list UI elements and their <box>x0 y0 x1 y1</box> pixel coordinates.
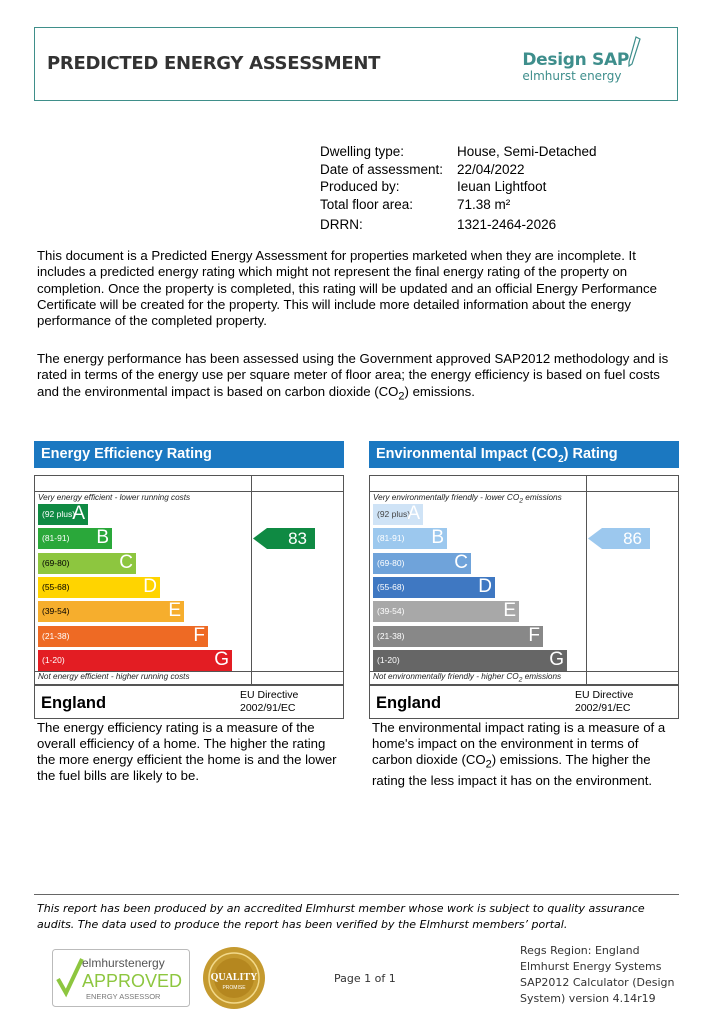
band-range: (81-91) <box>42 533 70 544</box>
band-letter: C <box>119 551 133 573</box>
logo-sub-text: elmhurst energy <box>522 69 622 83</box>
chart-divider <box>251 476 252 684</box>
eir-title-sub: 2 <box>558 453 564 465</box>
band-letter: E <box>168 600 181 622</box>
eir-title-end: ) Rating <box>563 446 618 462</box>
eu-line-2: 2002/91/EC <box>240 702 296 714</box>
detail-value: Ieuan Lightfoot <box>457 179 547 194</box>
band-range: (39-54) <box>42 606 70 617</box>
eer-band-c <box>38 553 136 574</box>
band-range: (55-68) <box>42 581 70 592</box>
eer-current-rating <box>253 528 315 549</box>
eer-footer <box>34 685 344 719</box>
band-range: (81-91) <box>377 533 405 544</box>
method-sub: 2 <box>398 390 405 403</box>
footer-divider <box>34 894 679 895</box>
seal-bottom-text: PROMISE <box>222 985 246 991</box>
band-letter: C <box>454 551 468 573</box>
desc-text: The environmental impact rating is a measure of a home's impact on the environment in terms of carbon dioxide (CO <box>372 720 666 767</box>
band-letter: B <box>431 527 444 549</box>
band-letter: G <box>214 648 229 670</box>
page-number: Page 1 of 1 <box>334 972 396 985</box>
eir-country: England <box>376 694 442 712</box>
eir-title-text: Environmental Impact (CO <box>376 446 559 462</box>
eir-description <box>372 720 677 789</box>
eir-band-e <box>373 601 519 622</box>
eir-band-c <box>373 553 471 574</box>
eer-band-d <box>38 577 160 598</box>
eu-line-2: 2002/91/EC <box>575 702 631 714</box>
eer-eu-directive <box>240 689 298 715</box>
detail-value: House, Semi-Detached <box>457 144 597 159</box>
band-letter: F <box>193 624 205 646</box>
caption-sub: 2 <box>519 497 524 505</box>
detail-label: DRRN: <box>320 217 363 232</box>
band-letter: A <box>72 503 85 524</box>
caption-text: Not environmentally friendly - higher CO <box>373 672 519 681</box>
eer-band-e <box>38 601 184 622</box>
logo-main-text: Design SAP <box>522 50 629 70</box>
eer-top-caption: Very energy efficient - lower running costs <box>38 493 191 502</box>
detail-label: Total floor area: <box>320 196 414 212</box>
eir-band-f <box>373 626 543 647</box>
eer-title: Energy Efficiency Rating <box>34 441 344 468</box>
band-letter: A <box>407 503 420 524</box>
chart-divider <box>586 476 587 684</box>
chart-footer-line <box>370 671 678 672</box>
pen-icon <box>627 36 641 68</box>
chart-header-row <box>370 476 678 492</box>
detail-value: 71.38 m² <box>457 196 511 212</box>
band-letter: G <box>549 648 564 670</box>
caption-end: emissions <box>523 493 562 502</box>
band-range: (1-20) <box>42 654 65 665</box>
eer-bottom-caption: Not energy efficient - higher running costs <box>38 672 190 681</box>
band-range: (69-80) <box>377 557 405 568</box>
detail-label: Dwelling type: <box>320 144 405 159</box>
band-range: (55-68) <box>377 581 405 592</box>
eir-bottom-caption <box>373 672 561 684</box>
disclaimer: This report has been produced by an accredited Elmhurst member whose work is subject to quality assurance audits. The data used to produce the report has been verified by the Elmhurst members’ portal. <box>37 902 645 931</box>
caption-text: Very environmentally friendly - lower CO <box>373 493 520 502</box>
regs-info <box>520 943 674 1007</box>
rating-value: 86 <box>623 529 642 549</box>
eir-current-rating <box>588 528 650 549</box>
regs-line: SAP2012 Calculator (Design <box>520 976 675 989</box>
regs-line: System) version 4.14r19 <box>520 992 656 1005</box>
eer-chart <box>34 475 344 685</box>
detail-label: Date of assessment: <box>320 161 444 177</box>
eu-line-1: EU Directive <box>575 689 634 701</box>
chart-footer-line <box>35 671 343 672</box>
eir-top-caption <box>373 493 562 505</box>
quality-promise-seal <box>202 946 266 1010</box>
band-range: (21-38) <box>42 630 70 641</box>
approved-top-text: elmhurstenergy <box>82 956 165 970</box>
page-title: PREDICTED ENERGY ASSESSMENT <box>47 53 381 74</box>
eir-footer <box>369 685 679 719</box>
eir-band-b <box>373 528 447 549</box>
band-range: (39-54) <box>377 606 405 617</box>
eir-title <box>369 441 679 468</box>
caption-end: emissions <box>522 672 562 681</box>
approved-main-text: APPROVED <box>82 971 183 991</box>
band-letter: B <box>96 527 109 549</box>
band-range: (92 plus) <box>42 509 76 519</box>
caption-sub: 2 <box>518 676 523 684</box>
band-letter: D <box>478 575 492 597</box>
regs-line: Elmhurst Energy Systems <box>520 960 662 973</box>
eer-description: The energy efficiency rating is a measure of the overall efficiency of a home. The higher the rating the more energy efficient the home is and the lower the fuel bills are likely to be. <box>37 720 337 783</box>
regs-line: Regs Region: England <box>520 944 640 957</box>
detail-value: 1321-2464-2026 <box>457 217 557 232</box>
eir-band-a <box>373 504 423 525</box>
detail-value: 22/04/2022 <box>457 161 525 177</box>
header-box <box>34 27 678 101</box>
band-letter: F <box>528 624 540 646</box>
band-range: (69-80) <box>42 557 70 568</box>
desc-end: ) emissions. The higher the rating the less impact it has on the environment. <box>372 752 653 788</box>
eir-chart <box>369 475 679 685</box>
eer-country: England <box>41 694 107 712</box>
eer-band-a <box>38 504 88 525</box>
rating-value: 83 <box>288 529 307 549</box>
eer-band-f <box>38 626 208 647</box>
method-text: The energy performance has been assessed using the Government approved SAP2012 methodology and is rated in terms of the energy use per square meter of floor area; the energy efficiency is based on fuel costs and the environmental impact is based on carbon dioxide (CO <box>37 351 669 399</box>
eir-eu-directive <box>575 689 633 715</box>
band-range: (92 plus) <box>377 509 411 519</box>
design-sap-logo <box>522 50 629 83</box>
eir-band-g <box>373 650 567 671</box>
eer-band-b <box>38 528 112 549</box>
method-paragraph <box>37 351 672 405</box>
band-letter: E <box>503 600 516 622</box>
intro-paragraph: This document is a Predicted Energy Assessment for properties marketed when they are incomplete. It includes a predicted energy rating which might not represent the final energy rating of the property on completion. Once the property is completed, this rating will be updated and an official Energy Performance Certificate will be created for the property. This will include more detailed information about the energy performance of the completed property. <box>37 248 657 329</box>
band-range: (21-38) <box>377 630 405 641</box>
eir-band-d <box>373 577 495 598</box>
detail-label: Produced by: <box>320 179 400 194</box>
chart-header-row <box>35 476 343 492</box>
band-letter: D <box>143 575 157 597</box>
method-text-end: ) emissions. <box>404 383 475 399</box>
band-range: (1-20) <box>377 654 400 665</box>
desc-sub: 2 <box>485 758 492 771</box>
seal-top-text: QUALITY <box>210 972 258 983</box>
approved-assessor-logo <box>52 949 190 1007</box>
eu-line-1: EU Directive <box>240 689 299 701</box>
approved-sub-text: ENERGY ASSESSOR <box>86 992 161 1001</box>
eer-band-g <box>38 650 232 671</box>
